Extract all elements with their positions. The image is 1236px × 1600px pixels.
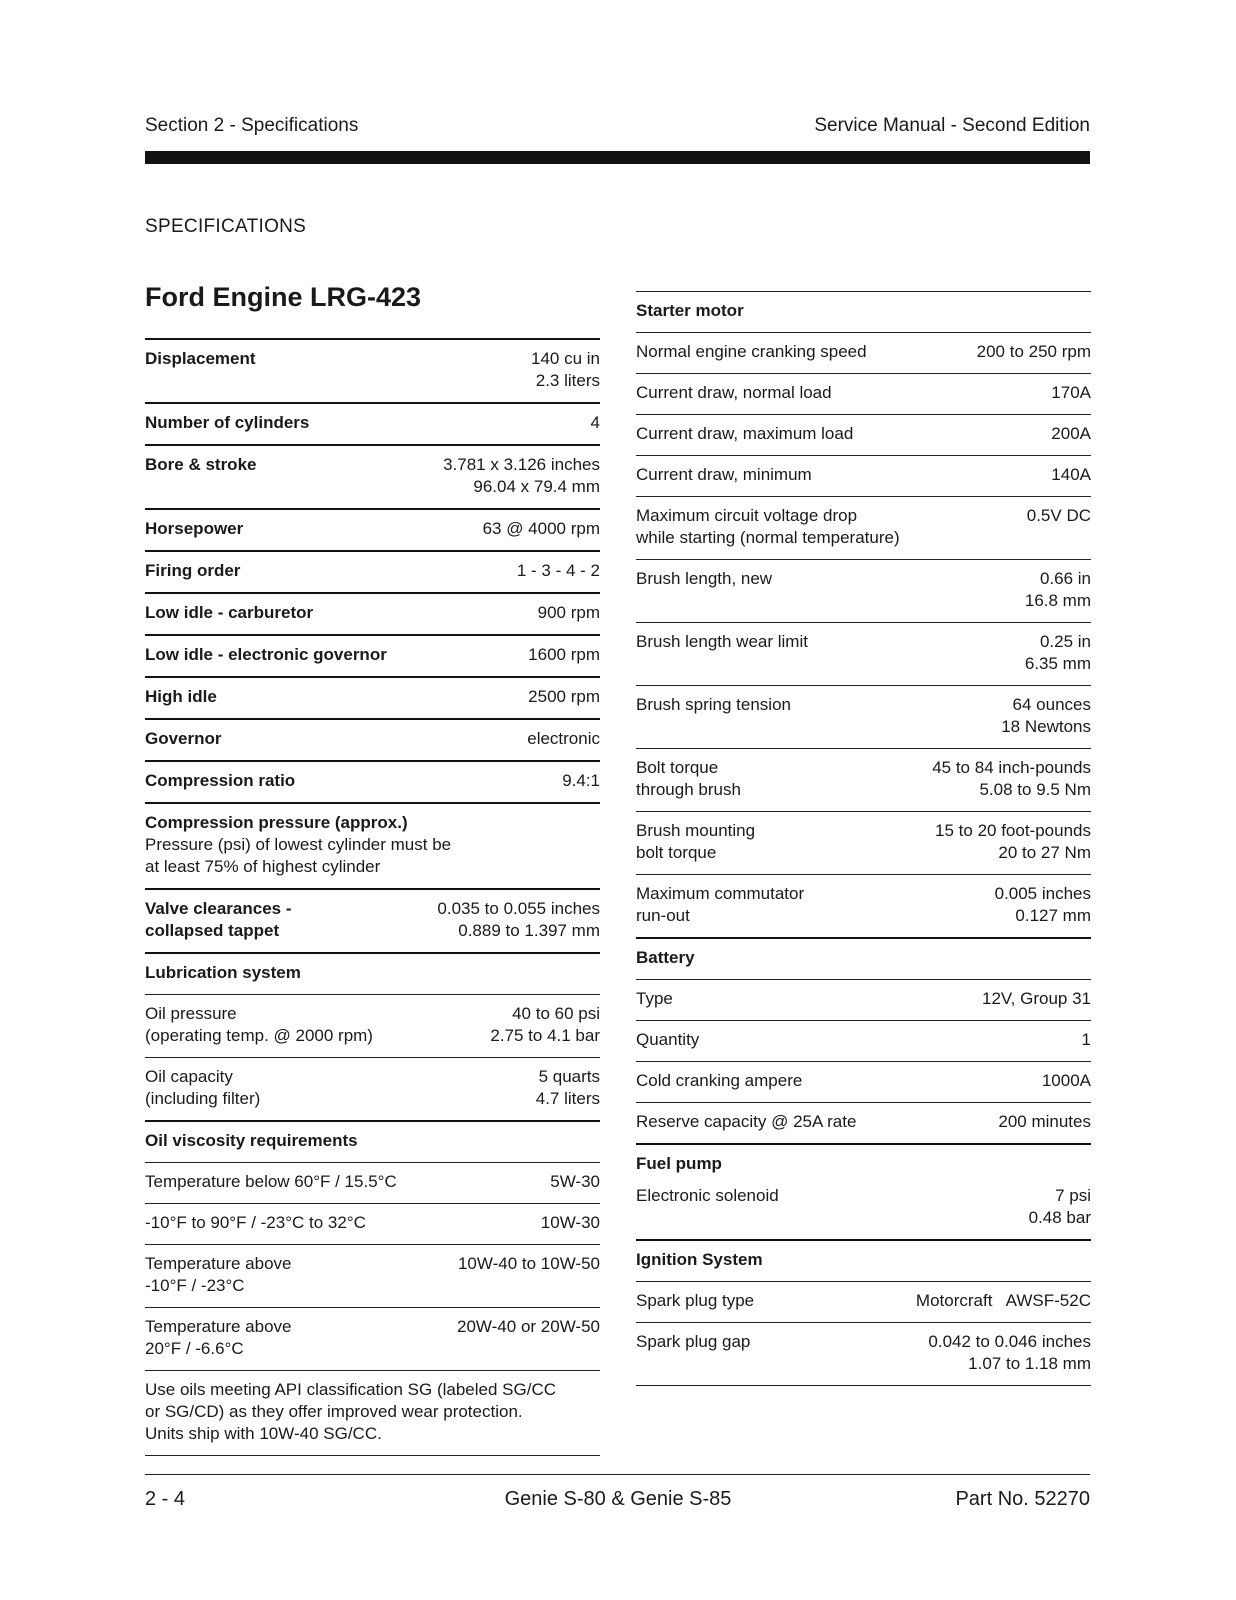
spec-label: Number of cylinders [145, 413, 310, 432]
spec-label: Electronic solenoid [636, 1186, 779, 1205]
spec-row-brush-mounting [636, 812, 1091, 874]
spec-row-governor [145, 720, 600, 760]
spec-label: Bolt torque through brush [636, 758, 741, 799]
spec-row-spark-plug-gap [636, 1323, 1091, 1385]
spec-row-commutator [636, 875, 1091, 937]
spec-row-cranking-speed [636, 333, 1091, 373]
spec-value: Motorcraft AWSF-52C [915, 1291, 1091, 1310]
subsection-label: Oil viscosity requirements [145, 1131, 358, 1150]
spec-label: Temperature above -10°F / -23°C [145, 1254, 292, 1295]
subsection-starter-motor [636, 292, 1091, 332]
spec-value: 0.25 in 6.35 mm [1024, 632, 1091, 673]
spec-row-draw-max [636, 415, 1091, 455]
spec-row-brush-wear [636, 623, 1091, 685]
spec-value: 0.5V DC [1026, 506, 1091, 525]
spec-value: 9.4:1 [562, 771, 600, 790]
spec-label: Cold cranking ampere [636, 1071, 803, 1090]
spec-label: Displacement [145, 349, 256, 368]
spec-value: 5W-30 [550, 1172, 600, 1191]
spec-value: 20W-40 or 20W-50 [457, 1317, 600, 1336]
spec-label: Oil capacity (including filter) [145, 1067, 261, 1108]
spec-row-compression-ratio [145, 762, 600, 802]
spec-label: Spark plug type [636, 1291, 755, 1310]
spec-value: 10W-30 [540, 1213, 600, 1232]
spec-row-viscosity-1 [145, 1163, 600, 1203]
spec-label: -10°F to 90°F / -23°C to 32°C [145, 1213, 366, 1232]
subsection-lubrication [145, 954, 600, 994]
footer-product: Genie S-80 & Genie S-85 [504, 1488, 732, 1510]
spec-value: electronic [527, 729, 600, 748]
footer-rule [145, 1474, 1090, 1475]
subsection-label: Starter motor [636, 301, 744, 320]
subsection-fuel-pump [636, 1145, 1091, 1185]
footer-page-number: 2 - 4 [145, 1488, 186, 1510]
spec-row-bolt-torque [636, 749, 1091, 811]
spec-row-firing-order [145, 552, 600, 592]
spec-row-high-idle [145, 678, 600, 718]
spec-label: Maximum commutator run-out [636, 884, 805, 925]
spec-description: Pressure (psi) of lowest cylinder must be at least 75% of highest cylinder [145, 835, 452, 876]
spec-label: High idle [145, 687, 217, 706]
spec-value: 200A [1051, 424, 1091, 443]
oil-note: Use oils meeting API classification SG (labeled SG/CC or SG/CD) as they offer improved wear protection. Units ship with 10W-40 SG/CC. [145, 1380, 557, 1443]
spec-label: Compression ratio [145, 771, 296, 790]
spec-label: Quantity [636, 1030, 700, 1049]
spec-label: Oil pressure (operating temp. @ 2000 rpm) [145, 1004, 373, 1045]
spec-row-oil-pressure [145, 995, 600, 1057]
spec-value: 900 rpm [537, 603, 600, 622]
spec-row-low-idle-governor [145, 636, 600, 676]
spec-value: 63 @ 4000 rpm [482, 519, 600, 538]
spec-row-low-idle-carburetor [145, 594, 600, 634]
spec-value: 0.66 in 16.8 mm [1024, 569, 1091, 610]
spec-label: Current draw, maximum load [636, 424, 854, 443]
spec-row-viscosity-4 [145, 1308, 600, 1370]
spec-label: Brush mounting bolt torque [636, 821, 756, 862]
spec-value: 140A [1051, 465, 1091, 484]
page-heading: SPECIFICATIONS [145, 216, 307, 237]
spec-row-voltage-drop [636, 497, 1091, 559]
footer-part-number: Part No. 52270 [955, 1488, 1090, 1510]
spec-row-battery-quantity [636, 1021, 1091, 1061]
spec-label: Horsepower [145, 519, 244, 538]
spec-value: 1600 rpm [528, 645, 600, 664]
spec-label: Spark plug gap [636, 1332, 751, 1351]
subsection-label: Battery [636, 948, 695, 967]
spec-label: Brush spring tension [636, 695, 791, 714]
spec-row-viscosity-2 [145, 1204, 600, 1244]
divider [145, 1455, 600, 1456]
spec-value: 7 psi 0.48 bar [1028, 1186, 1091, 1227]
spec-label: Valve clearances - collapsed tappet [145, 899, 292, 940]
header-manual-title: Service Manual - Second Edition [814, 115, 1090, 136]
spec-value: 0.035 to 0.055 inches 0.889 to 1.397 mm [437, 899, 600, 940]
spec-label: Compression pressure (approx.) [145, 813, 408, 832]
spec-row-cold-cranking [636, 1062, 1091, 1102]
spec-label: Low idle - electronic governor [145, 645, 387, 664]
spec-row-draw-min [636, 456, 1091, 496]
subsection-label: Lubrication system [145, 963, 301, 982]
spec-row-brush-new [636, 560, 1091, 622]
spec-row-oil-capacity [145, 1058, 600, 1120]
spec-row-brush-spring [636, 686, 1091, 748]
spec-row-compression-pressure [145, 804, 600, 888]
spec-value: 200 to 250 rpm [976, 342, 1091, 361]
spec-row-cylinders [145, 404, 600, 444]
spec-value: 3.781 x 3.126 inches 96.04 x 79.4 mm [443, 455, 600, 496]
spec-value: 1000A [1041, 1071, 1091, 1090]
header-section: Section 2 - Specifications [145, 115, 359, 136]
spec-value: 12V, Group 31 [981, 989, 1091, 1008]
subsection-ignition [636, 1241, 1091, 1281]
spec-row-solenoid [636, 1185, 1091, 1239]
spec-value: 1 - 3 - 4 - 2 [516, 561, 600, 580]
spec-value: 4 [590, 413, 600, 432]
spec-label: Bore & stroke [145, 455, 257, 474]
spec-value: 45 to 84 inch-pounds 5.08 to 9.5 Nm [932, 758, 1091, 799]
spec-row-battery-type [636, 980, 1091, 1020]
spec-label: Reserve capacity @ 25A rate [636, 1112, 857, 1131]
spec-label: Temperature below 60°F / 15.5°C [145, 1172, 397, 1191]
subsection-label: Ignition System [636, 1250, 763, 1269]
spec-row-reserve-capacity [636, 1103, 1091, 1143]
divider [636, 1385, 1091, 1386]
spec-row-draw-normal [636, 374, 1091, 414]
spec-value: 0.005 inches 0.127 mm [994, 884, 1091, 925]
spec-row-valve-clearances [145, 890, 600, 952]
spec-label: Firing order [145, 561, 241, 580]
section-title: Ford Engine LRG-423 [145, 282, 422, 312]
spec-value: 0.042 to 0.046 inches 1.07 to 1.18 mm [928, 1332, 1091, 1373]
spec-label: Low idle - carburetor [145, 603, 314, 622]
spec-label: Brush length wear limit [636, 632, 808, 651]
spec-value: 15 to 20 foot-pounds 20 to 27 Nm [935, 821, 1091, 862]
spec-label: Current draw, normal load [636, 383, 832, 402]
spec-row-spark-plug-type [636, 1282, 1091, 1322]
spec-value: 200 minutes [998, 1112, 1091, 1131]
spec-label: Brush length, new [636, 569, 773, 588]
spec-row-bore-stroke [145, 446, 600, 508]
electrical-spec-table [636, 291, 1091, 1386]
spec-row-horsepower [145, 510, 600, 550]
spec-value: 40 to 60 psi 2.75 to 4.1 bar [490, 1004, 600, 1045]
spec-value: 1 [1081, 1030, 1091, 1049]
spec-value: 140 cu in 2.3 liters [531, 349, 600, 390]
spec-row-displacement [145, 340, 600, 402]
spec-label: Maximum circuit voltage drop while starting (normal temperature) [636, 506, 900, 547]
spec-value: 64 ounces 18 Newtons [1001, 695, 1091, 736]
spec-label: Governor [145, 729, 222, 748]
spec-label: Type [636, 989, 673, 1008]
header-bar [145, 151, 1090, 164]
spec-row-viscosity-3 [145, 1245, 600, 1307]
spec-label: Temperature above 20°F / -6.6°C [145, 1317, 292, 1358]
subsection-battery [636, 939, 1091, 979]
spec-value: 5 quarts 4.7 liters [535, 1067, 600, 1108]
spec-value: 10W-40 to 10W-50 [457, 1254, 600, 1273]
spec-value: 2500 rpm [528, 687, 600, 706]
spec-label: Normal engine cranking speed [636, 342, 867, 361]
spec-value: 170A [1051, 383, 1091, 402]
engine-spec-table [145, 338, 600, 1456]
subsection-oil-viscosity [145, 1122, 600, 1162]
spec-label: Current draw, minimum [636, 465, 812, 484]
subsection-label: Fuel pump [636, 1154, 722, 1173]
